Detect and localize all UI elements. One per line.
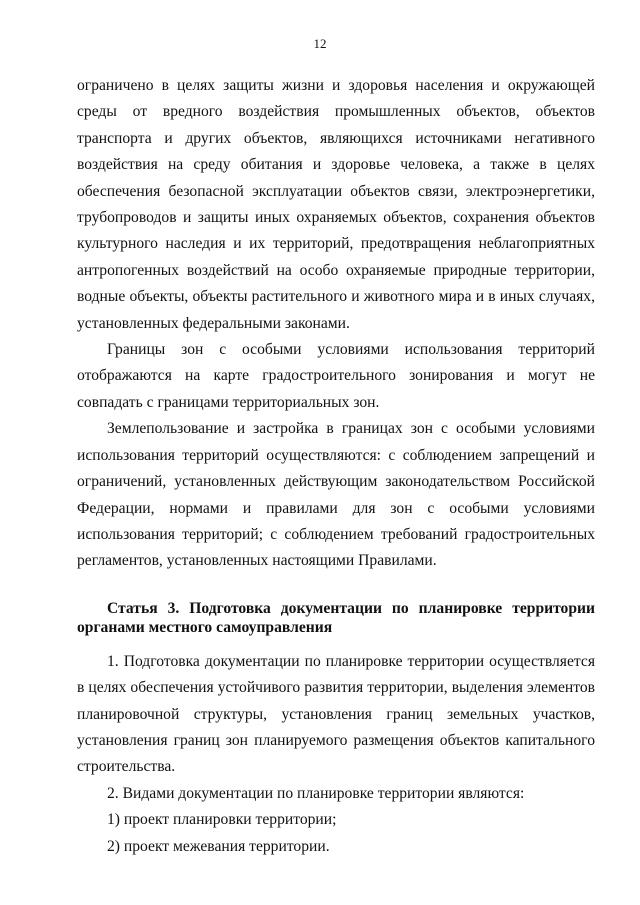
page-number: 12 <box>313 36 327 51</box>
list-item-planning-project: 1) проект планировки территории; <box>107 811 337 829</box>
paragraph-zone-boundaries: Границы зон с особыми условиями использования территорий отображаются на карте градостроительного зонирования и могут не совпадать с границами территориальных зон. <box>77 341 595 411</box>
paragraph-continuation: ограничено в целях защиты жизни и здоровья населения и окружающей среды от вредного воздействия промышленных объектов, объектов транспорта и других объектов, являющихся источниками негативного воздействия на среду обитания и здоровье человека, а также в целях обеспечения безопасной эксплуатации объектов связи, электроэнергетики, трубопроводов и защиты иных охраняемых объектов, сохранения объектов культурного наследия и их территорий, предотвращения неблагоприятных антропогенных воздействий на особо охраняемые природные территории, водные объекты, объекты растительного и животного мира и в иных случаях, установленных федеральными законами. <box>77 77 595 332</box>
article-heading: Статья 3. Подготовка документации по планировке территории органами местного самоуправления <box>77 599 595 636</box>
paragraph-land-use: Землепользование и застройка в границах зон с особыми условиями использования территорий осуществляются: с соблюдением запрещений и ограничений, установленных действующим законодательством Российской Федерации, нормами и правилами для зон с особыми условиями использования территорий; с соблюдением требований градостроительных регламентов, установленных настоящими Правилами. <box>77 420 595 570</box>
list-item-surveying-project: 2) проект межевания территории. <box>107 837 330 855</box>
document-body <box>77 73 595 860</box>
paragraph-article-point-2: 2. Видами документации по планировке территории являются: <box>107 784 525 802</box>
paragraph-article-point-1: 1. Подготовка документации по планировке территории осуществляется в целях обеспечения устойчивого развития территории, выделения элементов планировочной структуры, установления границ земельных участков, установления границ зон планируемого размещения объектов капитального строительства. <box>77 652 595 776</box>
